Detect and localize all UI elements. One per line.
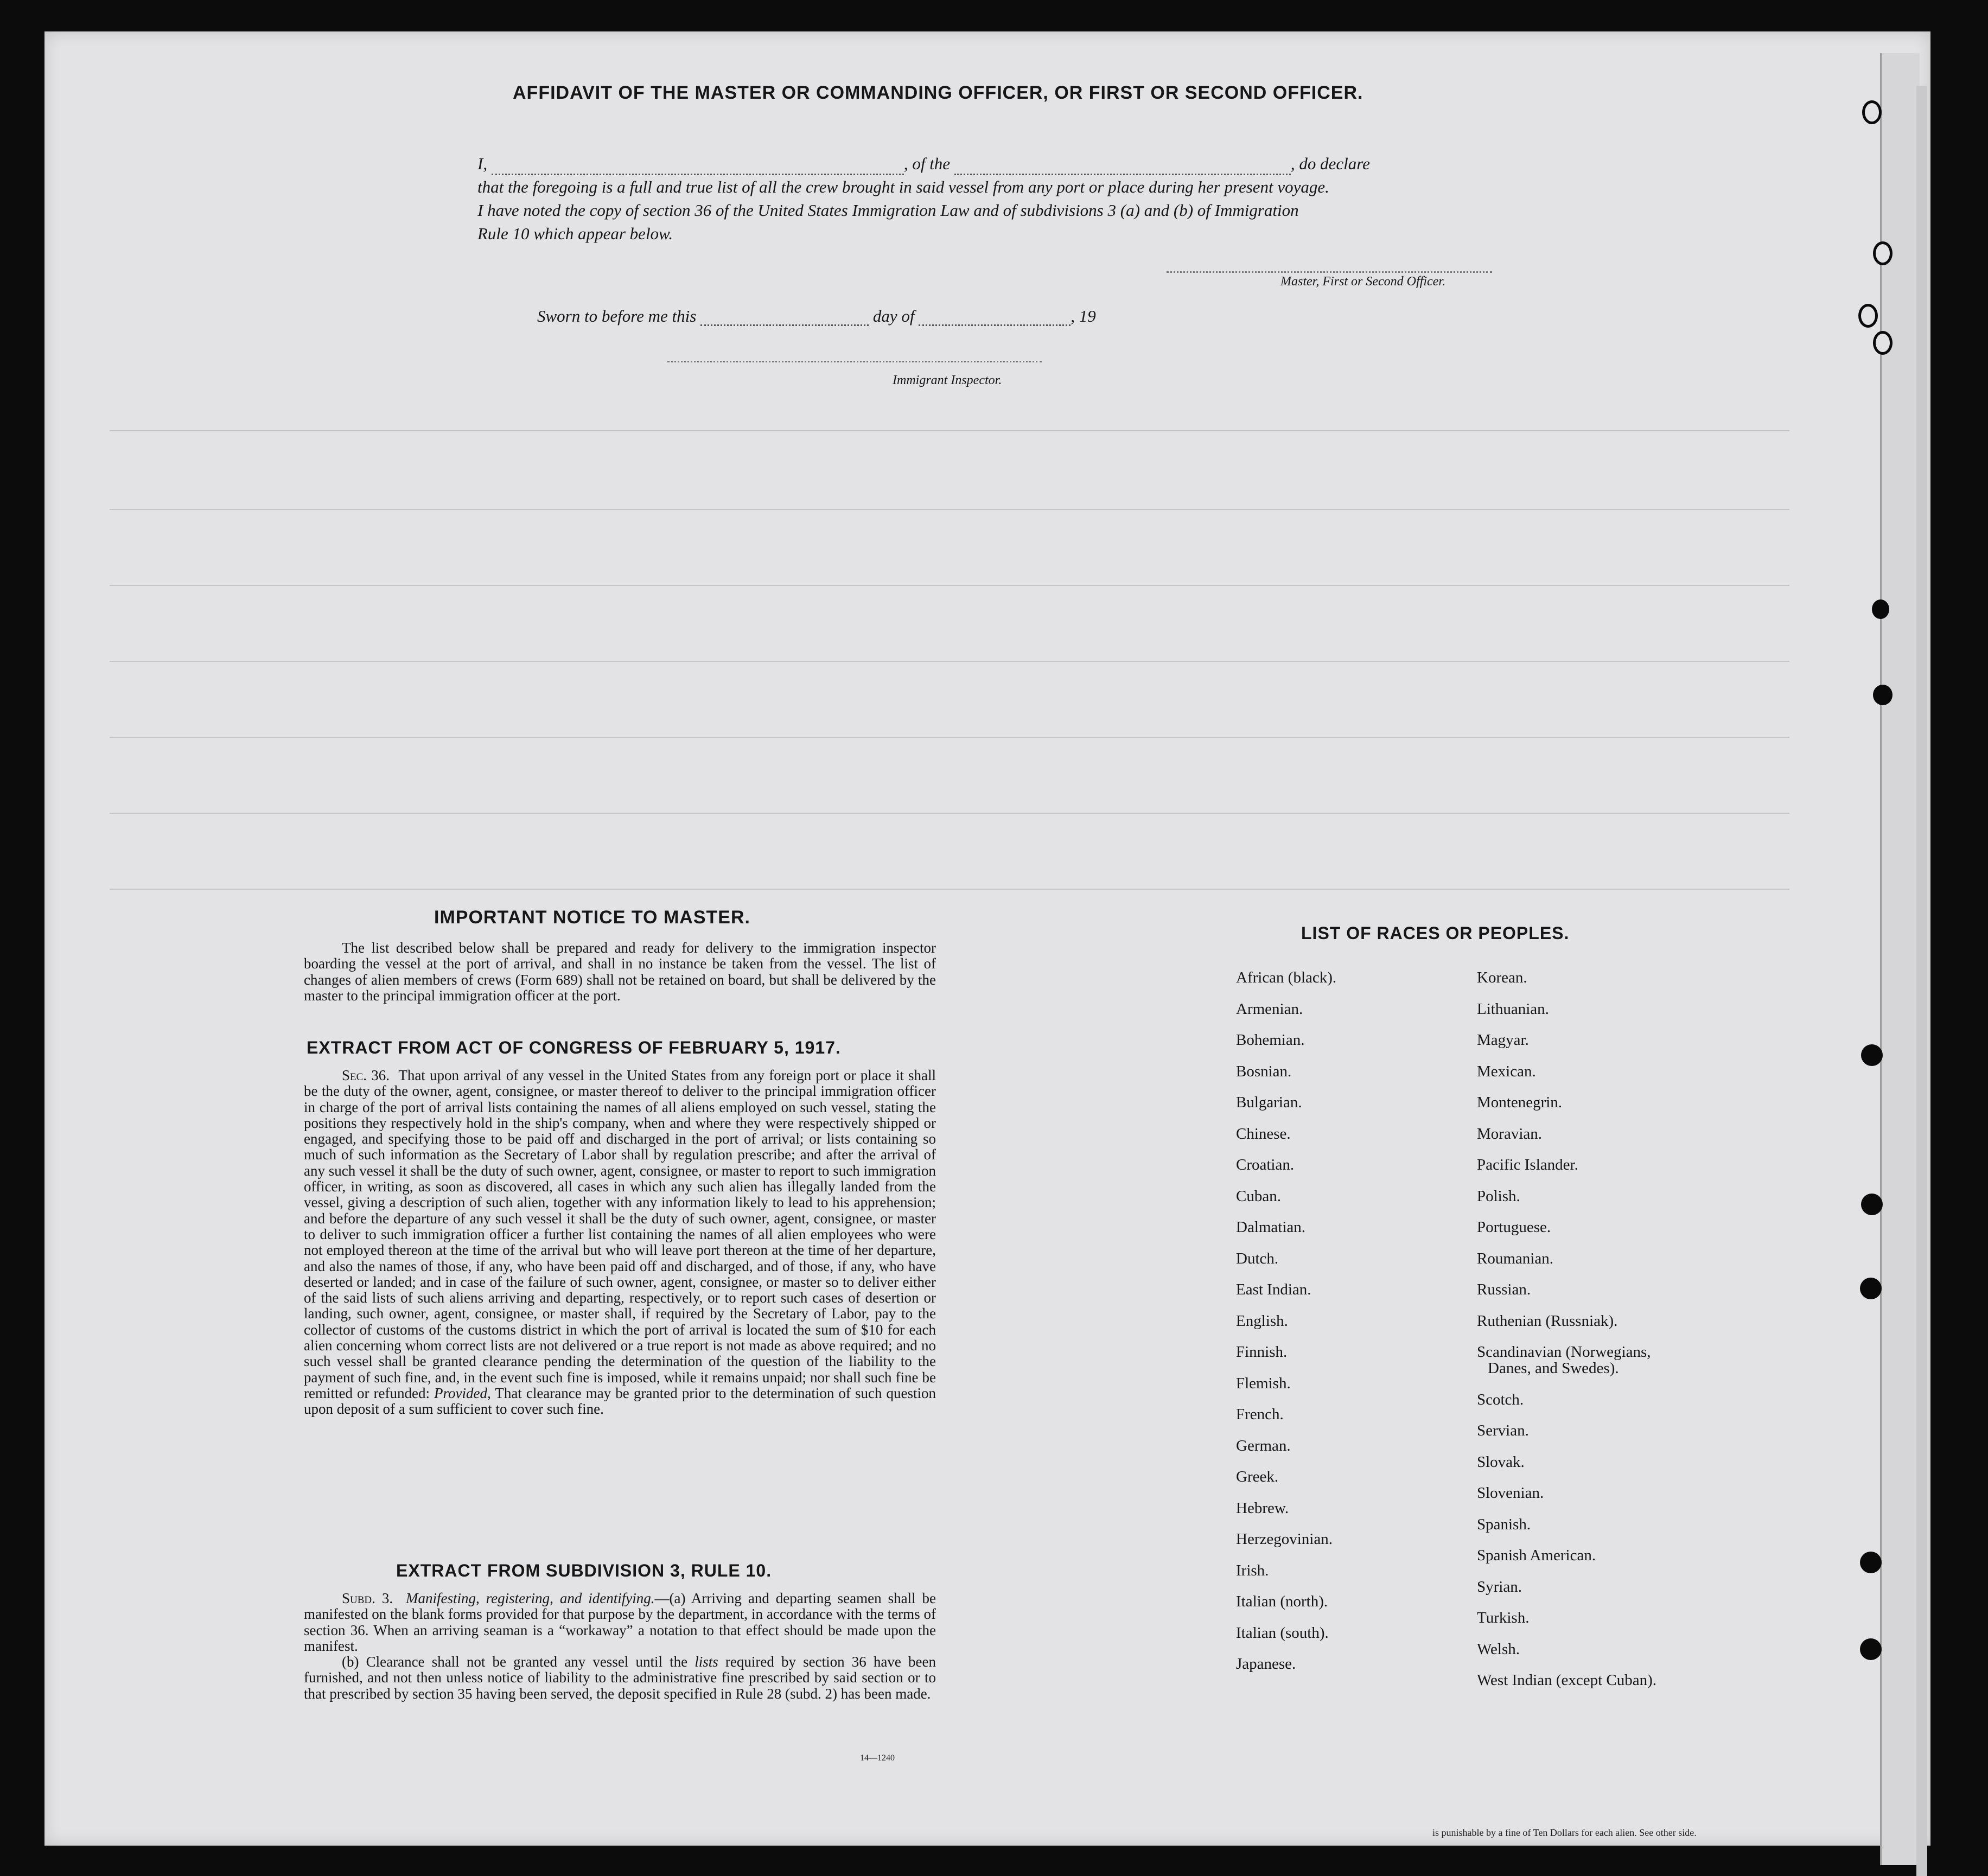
race-item: Irish. [1236,1561,1269,1579]
extract-act-title: EXTRACT FROM ACT OF CONGRESS OF FEBRUARY 5, 1917. [307,1038,841,1057]
race-item: Chinese. [1236,1125,1291,1143]
declaration-of-the: , of the [903,154,951,173]
race-item: African (black). [1236,969,1337,986]
sworn-statement [537,307,1096,326]
form-number: 14—1240 [860,1753,895,1763]
affidavit-title: AFFIDAVIT OF THE MASTER OR COMMANDING OFFICER, OR FIRST OR SECOND OFFICER. [513,82,1363,103]
race-item: Scotch. [1477,1390,1524,1408]
section-36-text: That upon arrival of any vessel in the United States from any foreign port or place it shall be the duty of the owner, agent, consignee, or master thereof to deliver to the principal immigration officer in charge of the port of arrival lists containing the names of all aliens employed on such vessel, stating the positions they respectively hold in the ship's company, when and where they were respectively shipped or engaged, and specifying those to be paid off and discharged in the port of arrival; or lists containing so much of such information as the Secretary of Labor shall by regulation prescribe; and after the arrival of any such vessel it shall be the duty of such owner, agent, consignee, or master to report to such immigration officer, in writing, as soon as discovered, all cases in which any such alien has illegally landed from the vessel, giving a description of such alien, together with any information likely to lead to his apprehension; and before the departure of any such vessel it shall be the duty of such owner, agent, consignee, or master to deliver to such immigration officer a further list containing the names of all alien employees who were not employed thereon at the time of the arrival but who will leave port thereon at the time of her departure, and also the names of those, if any, who have been paid off and discharged, and of those, if any, who have deserted or landed; and in case of the failure of such owner, agent, consignee, or master so to deliver either of the said lists of such aliens arriving and departing, respectively, or to report such cases of desertion or landing, such owner, agent, consignee, or master shall, if required by the Secretary of Labor, pay to the collector of customs of the customs district in which the port of arrival is located the sum of $10 for each alien concerning whom correct lists are not delivered or a true report is not made as above required; and no such vessel shall be granted clearance pending the determination of the question of the liability to the payment of such fine, and, in the event such fine is imposed, while it remains unpaid; nor shall such fine be remitted or refunded: [304,1067,936,1401]
subdivision-text-b-start: (b) Clearance shall not be granted any vessel until the [342,1654,695,1670]
extract-act-text [304,1068,936,1418]
race-item: Italian (south). [1236,1624,1329,1642]
footer-note: is punishable by a fine of Ten Dollars for each alien. See other side. [1432,1827,1697,1838]
race-item: Slovak. [1477,1453,1525,1471]
punch-hole [1860,1278,1882,1299]
bleed-through-rule [110,813,1789,814]
punch-hole [1860,1552,1882,1573]
bleed-through-rule [110,509,1789,510]
notice-text: The list described below shall be prepared and ready for delivery to the immigration inspector boarding the vessel at the port of arrival, and shall in no instance be taken from the vessel. The list of changes of alien members of crews (Form 689) shall not be retained on board, but shall be delivered by the master to the principal immigration officer at the port. [304,940,936,1004]
provided-word: Provided, [434,1384,491,1401]
extract-rule-text [304,1591,936,1702]
punch-hole [1861,1044,1883,1066]
bleed-through-rule [110,661,1789,662]
race-item: Cuban. [1236,1187,1281,1205]
race-item: East Indian. [1236,1281,1311,1298]
race-item: Montenegrin. [1477,1094,1563,1111]
race-item: German. [1236,1437,1291,1454]
race-item: Bohemian. [1236,1031,1305,1049]
race-item: Armenian. [1236,1000,1303,1018]
subdivision-text-a: —(a) Arriving and departing seamen shall be manifested on the blank forms provided for that purpose by the department, in accordance with the terms of section 36. When an arriving seaman is a “workaway” a notation to that effect should be made upon the manifest. [304,1590,936,1654]
declaration-line-3: I have noted the copy of section 36 of the United States Immigration Law and of subdivisions 3 (a) and (b) of Immigration [477,201,1299,220]
race-item: Roumanian. [1477,1249,1553,1267]
race-item: Bosnian. [1236,1062,1292,1080]
inspector-signature-line[interactable] [667,361,1042,362]
punch-hole [1872,599,1889,619]
punch-hole [1873,331,1893,355]
race-item: Dalmatian. [1236,1218,1306,1236]
race-item: English. [1236,1312,1288,1330]
race-item: Moravian. [1477,1125,1542,1143]
declaration-line-2: that the foregoing is a full and true list of all the crew brought in said vessel from any port or place during her present voyage. [477,177,1329,196]
sworn-month-field[interactable] [919,324,1071,326]
race-item: Finnish. [1236,1343,1288,1361]
declaration-text [477,152,1530,245]
race-item: Japanese. [1236,1655,1296,1673]
lists-word: lists [694,1654,718,1670]
race-item: Syrian. [1477,1578,1522,1596]
race-item: Turkish. [1477,1609,1530,1626]
race-item: Spanish. [1477,1515,1531,1533]
race-item: Ruthenian (Russniak). [1477,1312,1618,1330]
punch-hole [1858,304,1878,328]
bleed-through-rule [110,737,1789,738]
races-title: LIST OF RACES OR PEOPLES. [1301,923,1570,943]
extract-rule-title: EXTRACT FROM SUBDIVISION 3, RULE 10. [396,1561,772,1580]
sworn-year: , 19 [1071,307,1096,326]
page-edge-back [1916,86,1927,1876]
race-item: Pacific Islander. [1477,1156,1578,1173]
inspector-caption: Immigrant Inspector. [893,373,1002,387]
subdivision-heading: Manifesting, registering, and identifying. [405,1590,655,1606]
bleed-through-rule [110,585,1789,586]
race-item: Flemish. [1236,1374,1291,1392]
race-item: Hebrew. [1236,1499,1289,1517]
race-item: Greek. [1236,1468,1279,1485]
race-item: Spanish American. [1477,1547,1596,1564]
race-item: Danes, and Swedes). [1488,1360,1619,1377]
race-item: Korean. [1477,969,1527,986]
document-page [44,31,1930,1846]
sworn-day-field[interactable] [700,324,869,326]
page-edge [1880,53,1920,1865]
race-item: Servian. [1477,1422,1529,1439]
section-36-text-end: That clearance may be granted prior to the determination of such question upon deposit of a sum sufficient to cover such fine. [304,1384,936,1418]
race-item: Magyar. [1477,1031,1529,1049]
master-signature-caption: Master, First or Second Officer. [1280,275,1445,289]
declaration-do-declare: , do declare [1290,154,1370,173]
race-item: Dutch. [1236,1249,1279,1267]
punch-hole [1860,1638,1882,1660]
subdivision-label: Subd. 3. [342,1590,393,1606]
punch-hole [1873,685,1893,705]
race-item: Russian. [1477,1281,1531,1298]
race-item: Scandinavian (Norwegians, [1477,1343,1651,1361]
bleed-through-rule [110,430,1789,431]
punch-hole [1862,100,1882,124]
notice-title: IMPORTANT NOTICE TO MASTER. [434,907,750,928]
race-item: Herzegovinian. [1236,1530,1333,1548]
race-item: Lithuanian. [1477,1000,1549,1018]
punch-hole [1873,241,1893,265]
race-item: Portuguese. [1477,1218,1551,1236]
sworn-prefix: Sworn to before me this [537,307,697,326]
race-item: Polish. [1477,1187,1520,1205]
race-item: Bulgarian. [1236,1094,1302,1111]
declaration-i: I, [477,154,488,173]
declaration-line-4: Rule 10 which appear below. [477,224,673,243]
race-item: Slovenian. [1477,1484,1544,1502]
punch-hole [1861,1194,1883,1215]
race-item: Croatian. [1236,1156,1295,1173]
race-item: West Indian (except Cuban). [1477,1671,1657,1689]
section-label: Sec. 36. [342,1067,390,1083]
race-item: French. [1236,1406,1284,1423]
master-signature-line[interactable] [1167,271,1492,273]
race-item: Welsh. [1477,1640,1520,1658]
sworn-day-of: day of [872,307,915,326]
bleed-through-rule [110,889,1789,890]
subdivision-text-b-end: required by section 36 have been furnished, and not then unless notice of liability to the administrative fine prescribed by said section or to that prescribed by section 35 having been served, the deposit specified in Rule 28 (subd. 2) has been made. [304,1654,936,1702]
race-item: Mexican. [1477,1062,1536,1080]
race-item: Italian (north). [1236,1593,1328,1610]
